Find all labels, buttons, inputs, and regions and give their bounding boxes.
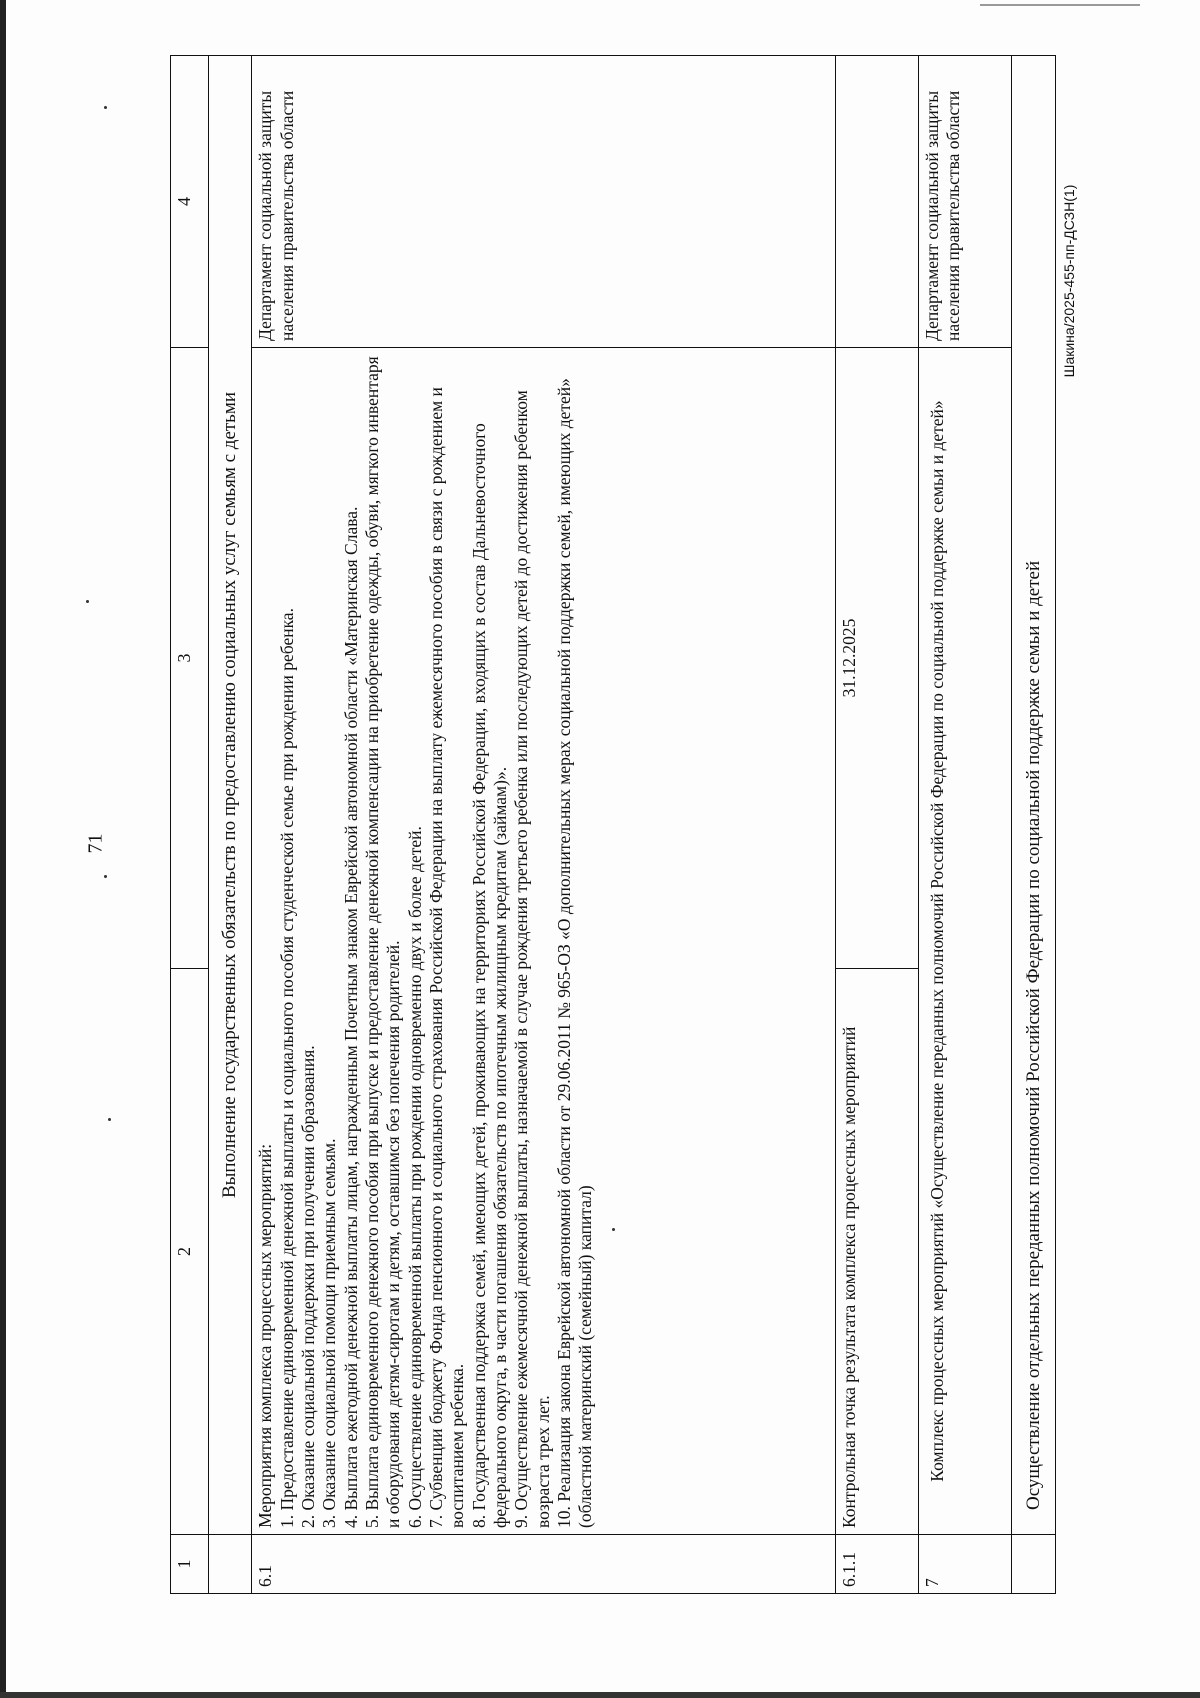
responsible-cell: Департамент социальной защиты населения правительства области [252, 56, 835, 348]
empty-cell [1012, 1535, 1056, 1594]
scan-edge-left [0, 0, 6, 1698]
column-number: 4 [171, 56, 209, 348]
section-title: Осуществление отдельных переданных полномочий Российской Федерации по социальной поддержке семьи и детей [1012, 56, 1056, 1535]
row-number: 6.1.1 [835, 1535, 918, 1594]
rotated-table-container [170, 90, 1056, 1594]
section-title: Выполнение государственных обязательств по предоставлению социальных услуг семьям с детьми [208, 56, 252, 1535]
column-number-row [171, 56, 209, 1594]
measure-item: 1. Предоставление единовременной денежной выплаты и социального пособия студенческой семье при рождении ребенка. [276, 608, 297, 1528]
measure-item: 7. Субвенции бюджету Фонда пенсионного и социального страхования Российской Федерации на выплату ежемесячного пособия в связи с рождением и воспитанием ребенка. [426, 387, 468, 1528]
table-row [835, 56, 918, 1594]
measure-item: 5. Выплата единовременного денежного пособия при выпуске и предоставление денежной компенсации на приобретение одежды, обуви, мягкого инвентаря и оборудования детям-сиротам и детям, оставшимся без попечения родителей. [362, 356, 404, 1528]
table-row [252, 56, 835, 1594]
measure-item: 6. Осуществление единовременной выплаты при рождении одновременно двух и более детей. [404, 826, 425, 1528]
measure-item: 4. Выплата ежегодной денежной выплаты лицам, награжденным Почетным знаком Еврейской автономной области «Материнская Слава. [340, 506, 361, 1528]
page-number: 71 [84, 833, 107, 854]
scan-mark-top [980, 4, 1140, 6]
column-number: 3 [171, 348, 209, 969]
section-row [1012, 56, 1056, 1594]
table-row [918, 56, 1011, 1594]
measure-item: Мероприятия комплекса процессных мероприятий: [255, 1143, 276, 1528]
complex-title: Комплекс процессных мероприятий «Осуществление переданных полномочий Российской Федерации по социальной поддержке семьи и детей» [918, 348, 1011, 1535]
document-code: Шакина/2025-455-пп-ДСЗН(1) [1061, 184, 1077, 378]
scan-dot [104, 875, 107, 878]
empty-cell [835, 56, 918, 348]
measure-item: 3. Оказание социальной помощи приемным семьям. [319, 1138, 340, 1528]
row-number: 6.1 [252, 1535, 835, 1594]
row-number: 7 [918, 1535, 1011, 1594]
scan-dot [108, 1118, 111, 1121]
measure-item: 9. Осуществление ежемесячной денежной выплаты, назначаемой в случае рождения третьего ребенка или последующих детей до достижения ребенком возраста трех лет. [511, 390, 553, 1528]
measures-list [252, 348, 835, 1535]
measure-item: 8. Государственная поддержка семей, имеющих детей, проживающих на территориях Российской Федерации, входящих в состав Дальневосточного федерального округа, в части погашения обязательств по ипотечным жилищным кредитам (займам)». [468, 423, 511, 1528]
scan-dot [86, 600, 89, 603]
checkpoint-text: Контрольная точка результата комплекса процессных мероприятий [835, 969, 918, 1535]
responsible-cell: Департамент социальной защиты населения правительства области [918, 56, 1011, 348]
measure-item: 10. Реализация закона Еврейской автономной области от 29.06.2011 № 965-ОЗ «О дополнительных мерах социальной поддержки семей, имеющих детей» (областной материнский (семейный) капитал) [554, 378, 596, 1528]
plan-table [170, 55, 1056, 1594]
section-row [208, 56, 252, 1594]
empty-cell [208, 1535, 252, 1594]
measure-item: 2. Оказание социальной поддержки при получении образования. [297, 1045, 318, 1528]
column-number: 2 [171, 969, 209, 1535]
scan-edge-bottom [0, 1692, 1200, 1698]
column-number: 1 [171, 1535, 209, 1594]
scan-dot [104, 106, 107, 109]
checkpoint-date: 31.12.2025 [835, 348, 918, 969]
